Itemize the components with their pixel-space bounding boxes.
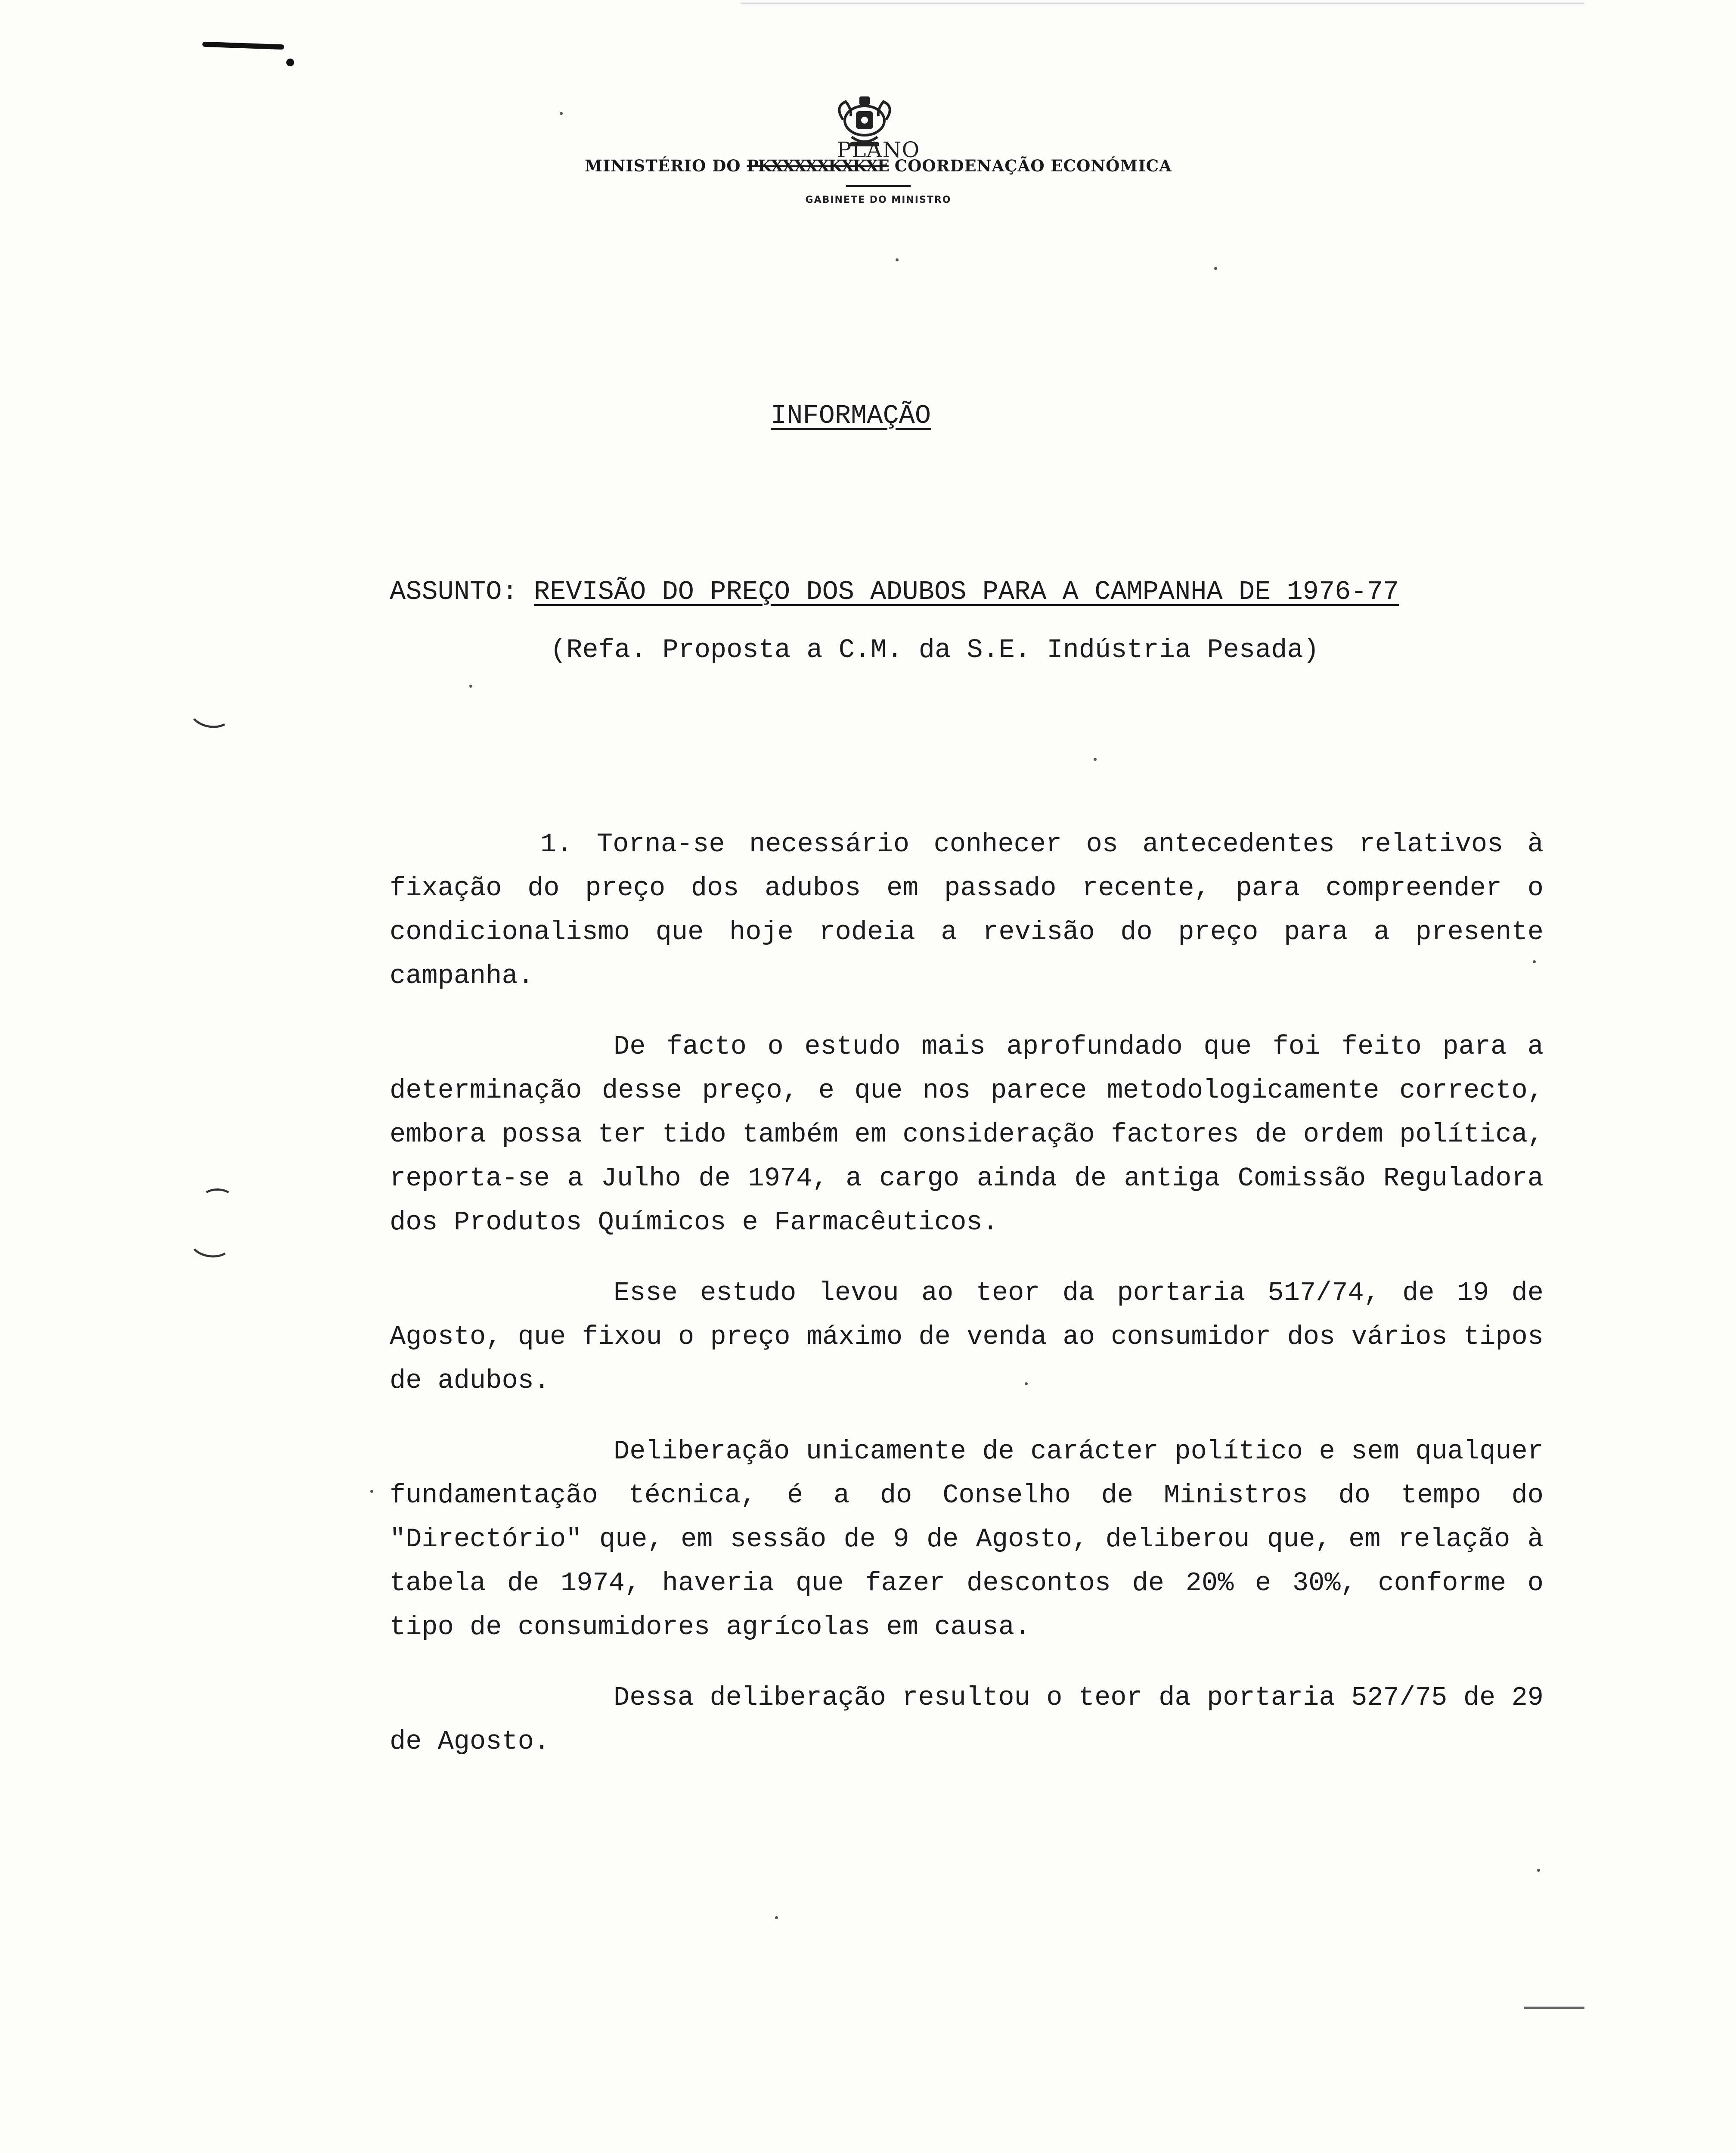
scan-speck — [560, 112, 563, 115]
subject-text: REVISÃO DO PREÇO DOS ADUBOS PARA A CAMPANHA DE 1976-77 — [533, 577, 1399, 607]
letterhead-divider — [846, 185, 911, 187]
paragraph-4: Deliberação unicamente de carácter político e sem qualquer fundamentação técnica, é a do Conselho de Ministros do tempo do "Directório" que, em sessão de 9 de Agosto, deliberou que, em relação à tabela de 1974, haveria que fazer descontos de 20% e 30%, conforme o tipo de consumidores agrícolas em causa. — [390, 1436, 1544, 1642]
paragraph-5: Dessa deliberação resultou o teor da portaria 527/75 de 29 de Agosto. — [390, 1682, 1544, 1757]
scan-speck — [896, 258, 899, 261]
corner-ink-mark — [202, 42, 284, 50]
scan-speck — [1533, 960, 1536, 963]
scan-speck — [370, 1490, 373, 1493]
document-body — [390, 822, 1544, 1790]
scan-speck — [1537, 1869, 1540, 1872]
paragraph-1: 1. Torna-se necessário conhecer os antecedentes relativos à fixação do preço dos adubos em passado recente, para compreender o condicionalismo que hoje rodeia a revisão do preço para a presente campanha. — [390, 829, 1544, 991]
scan-speck — [1025, 1382, 1028, 1385]
paragraph-2: De facto o estudo mais aprofundado que foi feito para a determinação desse preço, e que nos parece metodologicamente correcto, embora possa ter tido também em consideração factores de ordem política, reporta-se a Julho de 1974, a cargo ainda de antiga Comissão Reguladora dos Produtos Químicos e Farmacêuticos. — [390, 1031, 1544, 1238]
binder-hole-mark — [188, 1224, 235, 1260]
scan-speck — [1094, 758, 1097, 761]
ministry-struck-text: PKXXXXXKXKXE — [747, 156, 889, 175]
subject-label: ASSUNTO: — [390, 577, 534, 607]
document-title: INFORMAÇÃO — [771, 400, 931, 431]
subject-reference: (Refa. Proposta a C.M. da S.E. Indústria Pesada) — [550, 635, 1319, 665]
scan-edge-line — [741, 3, 1584, 4]
paragraph-3: Esse estudo levou ao teor da portaria 517/74, de 19 de Agosto, que fixou o preço máximo de venda ao consumidor dos vários tipos de adubos. — [390, 1278, 1544, 1396]
letterhead-plan-word: PLANO — [837, 137, 920, 162]
ministry-prefix: MINISTÉRIO DO — [585, 156, 747, 175]
letterhead — [508, 138, 1249, 205]
cabinet-name: GABINETE DO MINISTRO — [805, 195, 952, 205]
scan-edge-mark — [1524, 2007, 1584, 2009]
binder-hole-mark — [202, 1188, 232, 1206]
scan-speck — [469, 685, 472, 688]
ministry-name — [508, 156, 1249, 176]
binder-hole-mark — [187, 694, 235, 731]
scan-speck — [775, 1916, 778, 1919]
subject-line — [390, 576, 1399, 608]
scan-speck — [1214, 267, 1217, 270]
corner-ink-dot — [286, 59, 294, 66]
ministry-suffix: COORDENAÇÃO ECONÓMICA — [888, 156, 1172, 175]
